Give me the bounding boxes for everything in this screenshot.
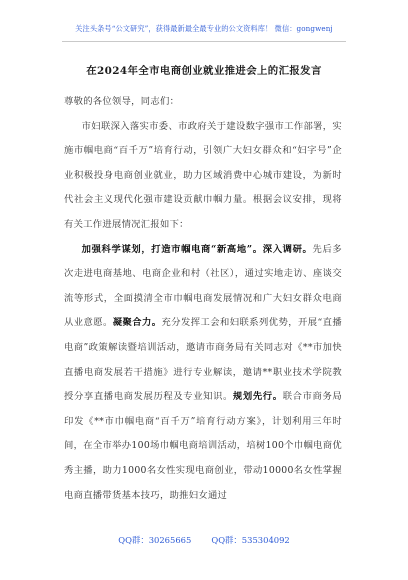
section-text-3: 联合市商务局印发《**市巾帼电商“百千万”培育行动方案》，计划利用三年时间，在全市举办100场巾帼电商培训活动，培树100个巾帼电商优秀主播，助力1000名女性实现电商创业，带动10000名女性掌握电商直播带货基本技巧，助推妇女通过: [64, 391, 342, 501]
paragraph-intro: 市妇联深入落实市委、市政府关于建设数字强市工作部署，实施市帼电商“百千万”培育行动，引领广大妇女群众和“妇字号”企业积极投身电商创业就业，助力区域消费中心城市建设，为新时代社会主义现代化强市建设贡献巾帼力量。根据会议安排，现将有关工作进展情况汇报如下：: [64, 120, 342, 230]
header-divider: [62, 41, 346, 42]
salutation: 尊敬的各位领导，同志们：: [64, 96, 180, 107]
paragraph-section-1: [64, 238, 342, 509]
footer-qq-group-1: QQ群：30265665: [118, 535, 192, 545]
section-heading: 加强科学谋划，打造市帼电商“新高地”。深入调研。: [81, 243, 313, 255]
document-title: 在2024年全市电商创业就业推进会上的汇报发言: [86, 65, 322, 77]
section-subheading-1: 凝聚合力。: [112, 317, 162, 329]
footer: [0, 534, 408, 546]
footer-qq-group-2: QQ群：535304092: [211, 535, 290, 545]
section-text-1: 先后多次走进电商基地、电商企业和村（社区），通过实地走访、座谈交流等形式，全面摸清全市巾帼电商发展情况和广大妇女群众电商从业意愿。: [64, 243, 342, 329]
header-banner: 关注头条号“公文研究”，获得最新最全最专业的公文资料库！ 微信：gongwenj: [75, 24, 333, 33]
section-text-2: 充分发挥工会和妇联系列优势，开展“直播电商”政策解读暨培训活动，邀请市商务局有关同志对《**市加快直播电商发展若干措施》进行专业解读，邀请**职业技术学院教授分享直播电商发展历程及专业知识。: [64, 317, 342, 403]
section-subheading-2: 规划先行。: [232, 391, 283, 403]
document-body: [64, 90, 342, 508]
